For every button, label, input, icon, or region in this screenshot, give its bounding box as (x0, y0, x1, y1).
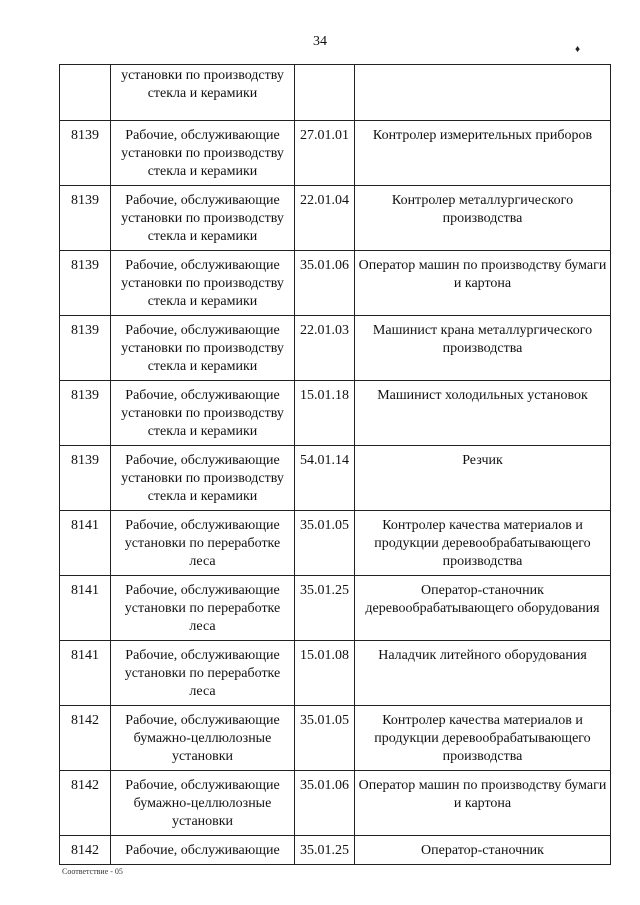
footer-note: Соответствие - 05 (62, 867, 123, 876)
table-row (60, 65, 611, 121)
title-cell (355, 65, 611, 121)
table-row (60, 446, 611, 511)
number-cell (295, 65, 355, 121)
title-cell: Контролер металлургического производства (355, 186, 611, 251)
title-cell: Оператор-станочник (355, 836, 611, 865)
table-body (60, 65, 611, 865)
group-cell: Рабочие, обслуживающие бумажно-целлюлозные установки (111, 771, 295, 836)
group-cell: Рабочие, обслуживающие установки по переработке леса (111, 576, 295, 641)
number-cell: 15.01.08 (295, 641, 355, 706)
title-cell: Резчик (355, 446, 611, 511)
table-row (60, 121, 611, 186)
group-cell: Рабочие, обслуживающие установки по производству стекла и керамики (111, 121, 295, 186)
code-cell: 8139 (60, 381, 111, 446)
table-row (60, 316, 611, 381)
number-cell: 22.01.03 (295, 316, 355, 381)
title-cell: Машинист холодильных установок (355, 381, 611, 446)
code-cell: 8142 (60, 706, 111, 771)
number-cell: 15.01.18 (295, 381, 355, 446)
table-row (60, 706, 611, 771)
scan-mark: ♦ (575, 44, 581, 55)
code-cell: 8142 (60, 771, 111, 836)
code-cell: 8139 (60, 186, 111, 251)
number-cell: 35.01.06 (295, 251, 355, 316)
group-cell: Рабочие, обслуживающие установки по переработке леса (111, 511, 295, 576)
table-row (60, 381, 611, 446)
group-cell: Рабочие, обслуживающие установки по производству стекла и керамики (111, 446, 295, 511)
number-cell: 27.01.01 (295, 121, 355, 186)
code-cell: 8139 (60, 316, 111, 381)
number-cell: 54.01.14 (295, 446, 355, 511)
title-cell: Контролер качества материалов и продукции деревообрабатывающего производства (355, 511, 611, 576)
table-row (60, 836, 611, 865)
code-cell: 8141 (60, 576, 111, 641)
title-cell: Оператор машин по производству бумаги и картона (355, 251, 611, 316)
group-cell: установки по производству стекла и керамики (111, 65, 295, 121)
code-cell: 8141 (60, 511, 111, 576)
title-cell: Оператор-станочник деревообрабатывающего оборудования (355, 576, 611, 641)
number-cell: 35.01.05 (295, 706, 355, 771)
title-cell: Контролер качества материалов и продукции деревообрабатывающего производства (355, 706, 611, 771)
number-cell: 22.01.04 (295, 186, 355, 251)
table-row (60, 251, 611, 316)
number-cell: 35.01.25 (295, 576, 355, 641)
title-cell: Наладчик литейного оборудования (355, 641, 611, 706)
table-row (60, 771, 611, 836)
group-cell: Рабочие, обслуживающие установки по производству стекла и керамики (111, 316, 295, 381)
group-cell: Рабочие, обслуживающие установки по производству стекла и керамики (111, 251, 295, 316)
title-cell: Оператор машин по производству бумаги и картона (355, 771, 611, 836)
occupation-table (59, 64, 611, 865)
code-cell (60, 65, 111, 121)
title-cell: Контролер измерительных приборов (355, 121, 611, 186)
table-row (60, 641, 611, 706)
code-cell: 8142 (60, 836, 111, 865)
code-cell: 8139 (60, 121, 111, 186)
group-cell: Рабочие, обслуживающие бумажно-целлюлозные установки (111, 706, 295, 771)
code-cell: 8139 (60, 446, 111, 511)
code-cell: 8139 (60, 251, 111, 316)
group-cell: Рабочие, обслуживающие установки по переработке леса (111, 641, 295, 706)
group-cell: Рабочие, обслуживающие установки по производству стекла и керамики (111, 186, 295, 251)
table-row (60, 576, 611, 641)
table-row (60, 511, 611, 576)
number-cell: 35.01.05 (295, 511, 355, 576)
group-cell: Рабочие, обслуживающие (111, 836, 295, 865)
table-row (60, 186, 611, 251)
group-cell: Рабочие, обслуживающие установки по производству стекла и керамики (111, 381, 295, 446)
number-cell: 35.01.25 (295, 836, 355, 865)
code-cell: 8141 (60, 641, 111, 706)
title-cell: Машинист крана металлургического производства (355, 316, 611, 381)
page-number: 34 (313, 34, 327, 49)
number-cell: 35.01.06 (295, 771, 355, 836)
